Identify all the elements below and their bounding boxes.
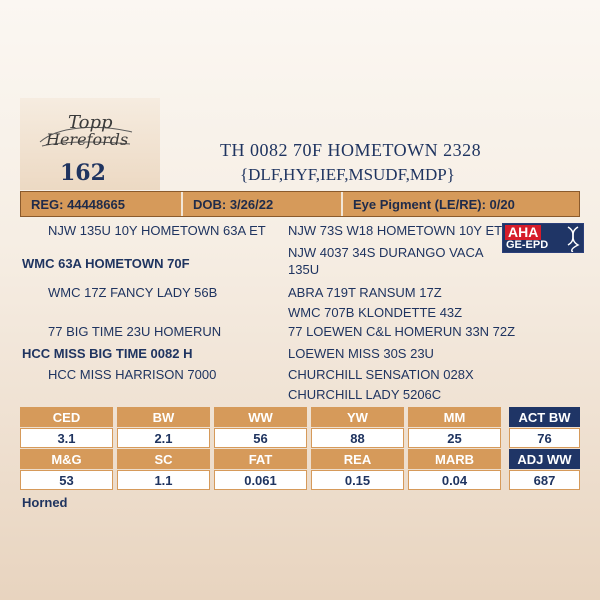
badge-top-text: AHA: [505, 225, 541, 240]
epd-value-yw: 88: [311, 428, 404, 448]
pedigree-right-2: NJW 4037 34S DURANGO VACA: [288, 245, 484, 260]
epd-label-ced: CED: [20, 407, 113, 427]
act-bw-value: 76: [509, 428, 580, 448]
epd-table: [20, 407, 580, 489]
epd-label-sc: SC: [117, 449, 210, 469]
epd-label-mg: M&G: [20, 449, 113, 469]
pedigree-right-5: WMC 707B KLONDETTE 43Z: [288, 305, 463, 320]
epd-value-fat: 0.061: [214, 470, 307, 490]
pedigree-right-1: NJW 73S W18 HOMETOWN 10Y ET: [288, 223, 503, 238]
epd-label-fat: FAT: [214, 449, 307, 469]
pedigree-sire-dam: WMC 17Z FANCY LADY 56B: [48, 285, 218, 300]
genetic-traits: {DLF,HYF,IEF,MSUDF,MDP}: [240, 165, 455, 184]
pedigree-right-7: LOEWEN MISS 30S 23U: [288, 346, 434, 361]
epd-value-marb: 0.04: [408, 470, 501, 490]
aha-ge-epd-badge: [502, 223, 584, 253]
pedigree-dam-dam: HCC MISS HARRISON 7000: [48, 367, 217, 382]
act-bw-label: ACT BW: [509, 407, 580, 427]
horned-status: Horned: [22, 495, 68, 510]
epd-value-rea: 0.15: [311, 470, 404, 490]
pedigree-right-6: 77 LOEWEN C&L HOMERUN 33N 72Z: [288, 324, 516, 339]
epd-label-ww: WW: [214, 407, 307, 427]
epd-value-sc: 1.1: [117, 470, 210, 490]
epd-label-yw: YW: [311, 407, 404, 427]
farm-logo: [38, 112, 138, 152]
epd-value-mg: 53: [20, 470, 113, 490]
epd-value-ww: 56: [214, 428, 307, 448]
epd-label-marb: MARB: [408, 449, 501, 469]
epd-value-bw: 2.1: [117, 428, 210, 448]
epd-value-ced: 3.1: [20, 428, 113, 448]
pedigree-right-9: CHURCHILL LADY 5206C: [288, 387, 442, 402]
lot-number: 162: [60, 160, 106, 186]
registration-bar: [20, 191, 580, 217]
date-of-birth: DOB: 3/26/22: [193, 196, 274, 212]
adj-ww-value: 687: [509, 470, 580, 490]
pedigree-sire: WMC 63A HOMETOWN 70F: [22, 256, 190, 271]
pedigree-sire-sire: NJW 135U 10Y HOMETOWN 63A ET: [48, 223, 266, 238]
adj-ww-label: ADJ WW: [509, 449, 580, 469]
animal-name: TH 0082 70F HOMETOWN 2328: [220, 140, 482, 160]
epd-label-bw: BW: [117, 407, 210, 427]
badge-bottom-text: GE-EPD: [506, 239, 549, 251]
registration-number: REG: 44448665: [31, 196, 125, 212]
eye-pigment: Eye Pigment (LE/RE): 0/20: [353, 196, 515, 212]
pedigree-dam: HCC MISS BIG TIME 0082 H: [22, 346, 193, 361]
pedigree-right-8: CHURCHILL SENSATION 028X: [288, 367, 474, 382]
epd-value-mm: 25: [408, 428, 501, 448]
epd-label-mm: MM: [408, 407, 501, 427]
logo-text-line1: Topp: [68, 112, 113, 133]
pedigree-right-4: ABRA 719T RANSUM 17Z: [288, 285, 442, 300]
logo-text-line2: Herefords: [46, 130, 129, 149]
pedigree-dam-sire: 77 BIG TIME 23U HOMERUN: [48, 324, 222, 339]
pedigree-right-3: 135U: [288, 262, 320, 277]
epd-label-rea: REA: [311, 449, 404, 469]
dna-icon: [565, 226, 581, 252]
